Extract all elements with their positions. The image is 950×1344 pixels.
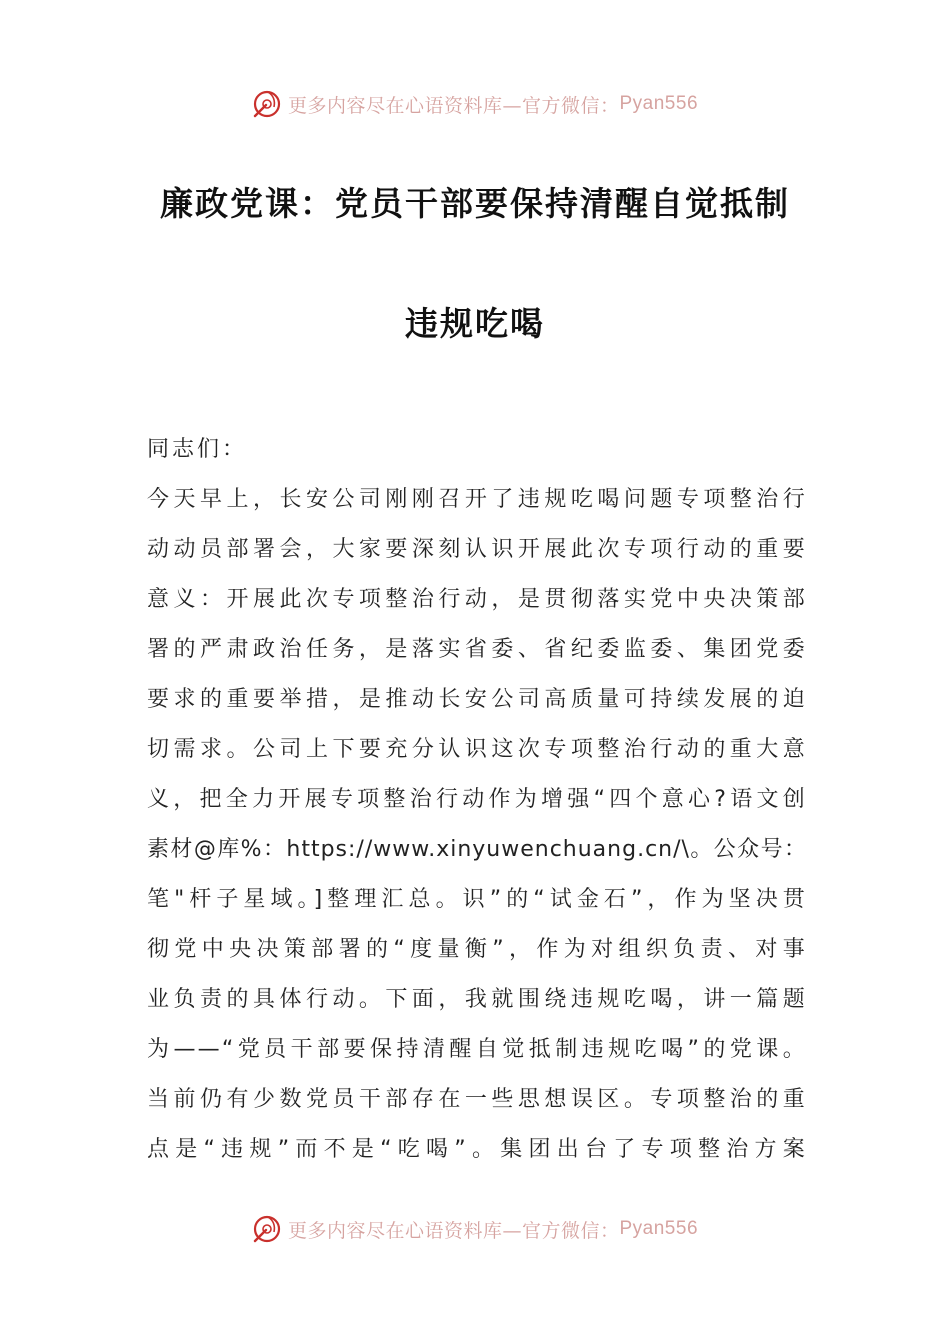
body-line: 业负责的具体行动。下面，我就围绕违规吃喝，讲一篇题: [147, 987, 807, 1012]
pen-logo-icon: [252, 1214, 282, 1244]
banner-wechat-id: Pyan556: [619, 93, 699, 114]
body-line: 点是“违规”而不是“吃喝”。集团出台了专项整治方案: [147, 1137, 807, 1162]
footer-watermark-banner: [0, 1209, 950, 1249]
body-line: 为——“党员干部要保持清醒自觉抵制违规吃喝”的党课。: [147, 1037, 807, 1062]
body-line: 当前仍有少数党员干部存在一些思想误区。专项整治的重: [147, 1087, 807, 1112]
banner-text: 更多内容尽在心语资料库—官方微信：: [287, 94, 620, 117]
body-line: 义，把全力开展专项整治行动作为增强“四个意心?语文创: [147, 787, 807, 812]
body-line: 动动员部署会，大家要深刻认识开展此次专项行动的重要: [147, 537, 807, 562]
banner-text: 更多内容尽在心语资料库—官方微信：: [287, 1219, 620, 1242]
body-line: 署的严肃政治任务，是落实省委、省纪委监委、集团党委: [147, 637, 807, 662]
document-title-line-1: 廉政党课：党员干部要保持清醒自觉抵制: [160, 184, 790, 223]
pen-logo-icon: [252, 89, 282, 119]
body-line: 意义：开展此次专项整治行动，是贯彻落实党中央决策部: [147, 587, 807, 612]
body-line: 切需求。公司上下要充分认识这次专项整治行动的重大意: [147, 737, 807, 762]
document-title-line-2: 违规吃喝: [405, 304, 545, 343]
greeting: 同志们：: [147, 437, 248, 462]
body-text: [147, 478, 807, 1178]
body-line: 今天早上，长安公司刚刚召开了违规吃喝问题专项整治行: [147, 487, 807, 512]
body-line: 要求的重要举措，是推动长安公司高质量可持续发展的迫: [147, 687, 807, 712]
header-watermark-banner: [0, 84, 950, 124]
body-line: 素材@库%：https://www.xinyuwenchuang.cn/\。公众号：: [147, 837, 807, 862]
body-line: 笔"杆子星域。]整理汇总。识”的“试金石”，作为坚决贯: [147, 887, 807, 912]
banner-wechat-id: Pyan556: [619, 1218, 699, 1239]
body-line: 彻党中央决策部署的“度量衡”，作为对组织负责、对事: [147, 937, 807, 962]
